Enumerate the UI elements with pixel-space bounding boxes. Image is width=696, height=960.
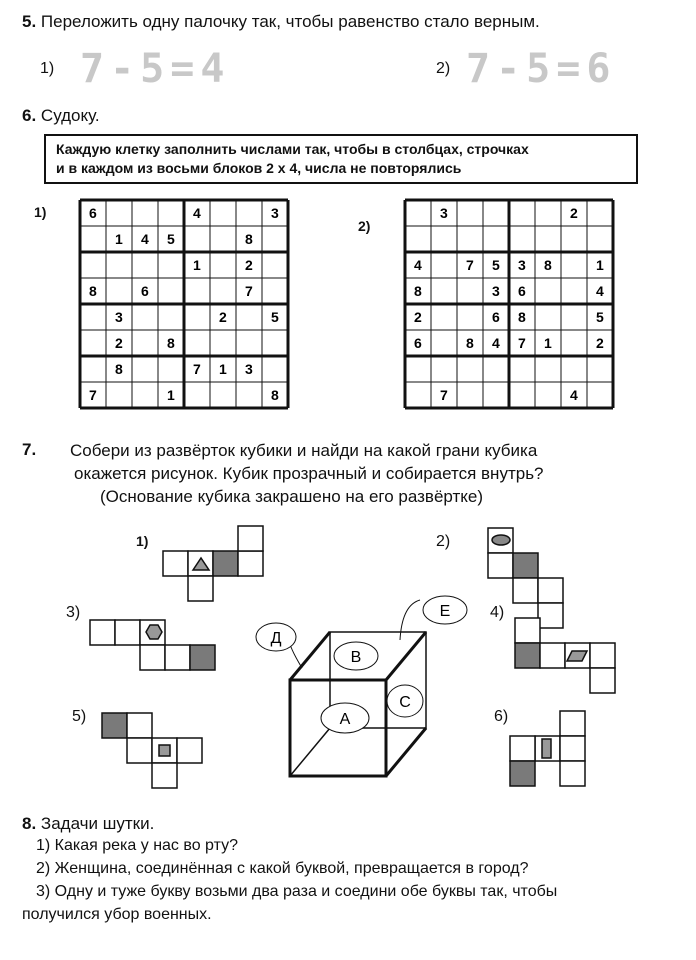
sudoku-cell-value: 5 xyxy=(596,309,604,325)
sudoku-rule-line2: и в каждом из восьми блоков 2 х 4, числа не повторялись xyxy=(56,160,462,176)
task5-number: 5. xyxy=(22,12,37,31)
sudoku-cell-value: 4 xyxy=(492,335,500,351)
sudoku-cell-value: 8 xyxy=(518,309,526,325)
hexagon-icon xyxy=(146,625,162,639)
sudoku-cell-value: 4 xyxy=(570,387,578,403)
sudoku-cell-value: 6 xyxy=(492,309,500,325)
sudoku-cell-value: 7 xyxy=(440,387,448,403)
task5-item1-equation: 7-5=4 xyxy=(80,46,231,92)
face-label-a: А xyxy=(339,711,351,728)
task6-title: Судоку. xyxy=(40,106,100,125)
task7-number: 7. xyxy=(22,440,37,459)
task6-number: 6. xyxy=(22,106,37,125)
cube-net-4 xyxy=(515,618,615,693)
sudoku-cell-value: 8 xyxy=(466,335,474,351)
sudoku-cell-value: 1 xyxy=(544,335,552,351)
sudoku-cell-value: 2 xyxy=(219,309,227,325)
cube-net-5 xyxy=(102,713,202,788)
sudoku-cell-value: 7 xyxy=(89,387,97,403)
cube-net-3 xyxy=(90,620,215,670)
sudoku-cell-value: 6 xyxy=(89,205,97,221)
task5-item2-label: 2) xyxy=(436,60,451,77)
task8-question-3: 3) Одну и туже букву возьми два раза и соедини обе буквы так, чтобы xyxy=(36,883,558,900)
sudoku-cell-value: 1 xyxy=(167,387,175,403)
sudoku-cell-value: 8 xyxy=(167,335,175,351)
sudoku-cell-value: 3 xyxy=(518,257,526,273)
sudoku-cell-value: 2 xyxy=(596,335,604,351)
task8-question-2: 2) Женщина, соединённая с какой буквой, превращается в город? xyxy=(36,860,529,877)
sudoku-cell-value: 8 xyxy=(544,257,552,273)
sudoku-cell-value: 8 xyxy=(414,283,422,299)
sudoku-cell-value: 8 xyxy=(89,283,97,299)
sudoku-cell-value: 4 xyxy=(141,231,149,247)
net-label-3: 3) xyxy=(66,604,81,621)
sudoku-cell-value: 1 xyxy=(193,257,201,273)
rectangle-icon xyxy=(542,739,551,758)
sudoku-cell-value: 8 xyxy=(245,231,253,247)
task8-number: 8. xyxy=(22,814,37,833)
sudoku-cell-value: 2 xyxy=(570,205,578,221)
sudoku-cell-value: 7 xyxy=(245,283,253,299)
task7-line1: Собери из развёрток кубики и найди на какой грани кубика xyxy=(70,441,538,460)
task5-title: Переложить одну палочку так, чтобы равенство стало верным. xyxy=(40,12,540,31)
sudoku-cell-value: 3 xyxy=(440,205,448,221)
sudoku-cell-value: 1 xyxy=(596,257,604,273)
sudoku-cell-value: 4 xyxy=(193,205,201,221)
face-label-b: В xyxy=(350,649,362,666)
sudoku-cell-value: 3 xyxy=(271,205,279,221)
task8-question-3-cont: получился убор военных. xyxy=(22,906,212,923)
sudoku-rule-line1: Каждую клетку заполнить числами так, чтобы в столбцах, строчках xyxy=(56,141,529,157)
sudoku-cell-value: 2 xyxy=(115,335,123,351)
ellipse-icon xyxy=(492,535,510,545)
sudoku-cell-value: 8 xyxy=(115,361,123,377)
sudoku-cell-value: 7 xyxy=(518,335,526,351)
sudoku-cell-value: 8 xyxy=(271,387,279,403)
face-label-e: Е xyxy=(439,603,451,620)
net-label-4: 4) xyxy=(490,604,505,621)
task8-heading xyxy=(22,814,154,834)
sudoku-cell-value: 2 xyxy=(245,257,253,273)
sudoku-cell-value: 2 xyxy=(414,309,422,325)
sudoku2-label: 2) xyxy=(358,218,371,234)
task8-title: Задачи шутки. xyxy=(40,814,155,833)
net-label-2: 2) xyxy=(436,533,451,550)
task7-line3: (Основание кубика закрашено на его развёртке) xyxy=(100,487,484,506)
task5-item2-equation: 7-5=6 xyxy=(466,46,617,92)
net-label-5: 5) xyxy=(72,708,87,725)
task8-question-1: 1) Какая река у нас во рту? xyxy=(36,837,238,854)
sudoku-cell-value: 6 xyxy=(518,283,526,299)
face-label-c: С xyxy=(399,694,411,711)
net-label-6: 6) xyxy=(494,708,509,725)
sudoku-cell-value: 6 xyxy=(141,283,149,299)
sudoku-cell-value: 4 xyxy=(596,283,604,299)
sudoku-cell-value: 7 xyxy=(466,257,474,273)
sudoku-cell-value: 6 xyxy=(414,335,422,351)
sudoku-cell-value: 3 xyxy=(492,283,500,299)
sudoku-cell-value: 1 xyxy=(115,231,123,247)
sudoku-cell-value: 3 xyxy=(245,361,253,377)
sudoku-cell-value: 7 xyxy=(193,361,201,377)
square-icon xyxy=(159,745,170,756)
cube-net-1 xyxy=(163,526,263,601)
sudoku-cell-value: 4 xyxy=(414,257,422,273)
sudoku1-label: 1) xyxy=(34,204,47,220)
sudoku-cell-value: 1 xyxy=(219,361,227,377)
sudoku-cell-value: 3 xyxy=(115,309,123,325)
sudoku-cell-value: 5 xyxy=(167,231,175,247)
face-label-d: Д xyxy=(270,630,282,647)
net-label-1: 1) xyxy=(136,533,149,549)
sudoku-cell-value: 5 xyxy=(271,309,279,325)
task5-item1-label: 1) xyxy=(40,60,55,77)
cube-net-6 xyxy=(510,711,585,786)
task7-line2: окажется рисунок. Кубик прозрачный и собирается внутрь? xyxy=(74,464,544,483)
sudoku-cell-value: 5 xyxy=(492,257,500,273)
